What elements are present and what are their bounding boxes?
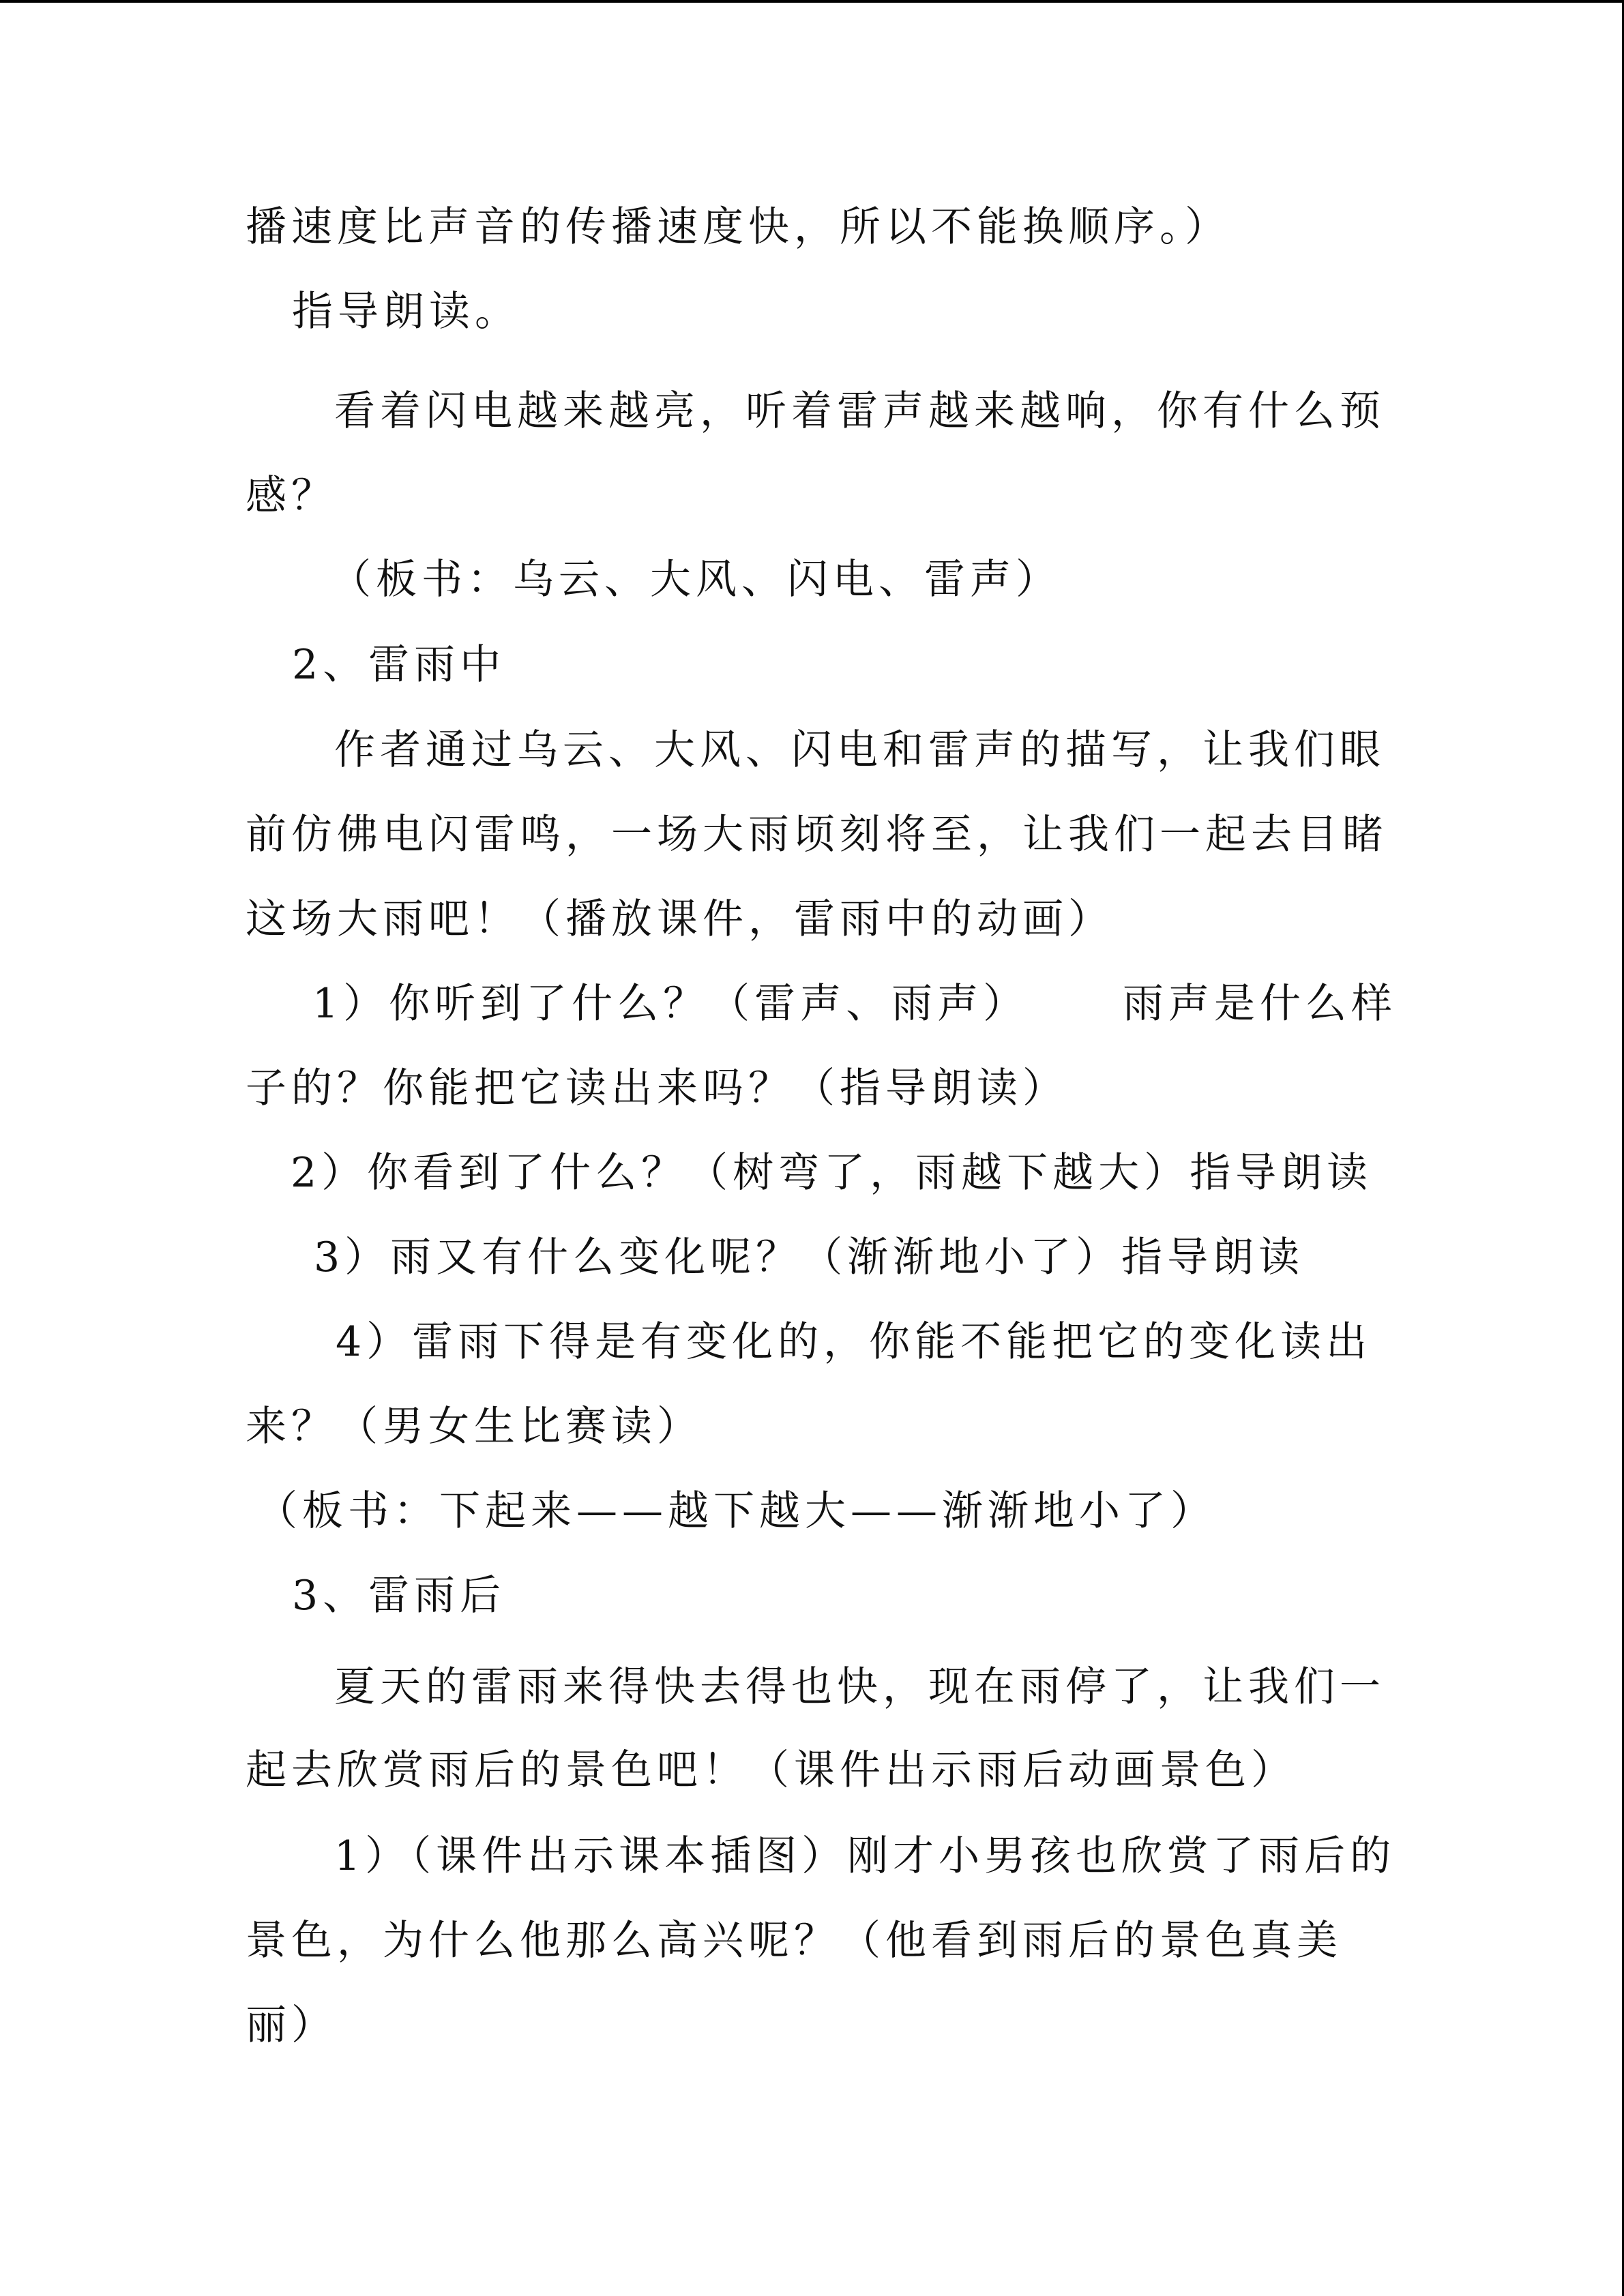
- text-line-7: 作者通过乌云、大风、闪电和雷声的描写，让我们眼: [334, 726, 1385, 774]
- text-line-3: 看着闪电越来越亮，听着雷声越来越响，你有什么预: [334, 387, 1385, 435]
- section-heading-3: 3、雷雨后: [292, 1572, 506, 1620]
- text-line-1: 播速度比声音的传播速度快，所以不能换顺序。）: [246, 203, 1230, 251]
- text-line-4: 感？: [246, 472, 337, 520]
- text-line-21: 景色，为什么他那么高兴呢？（他看到雨后的景色真美: [246, 1917, 1342, 1965]
- text-line-14: 4）雷雨下得是有变化的，你能不能把它的变化读出: [336, 1318, 1372, 1366]
- text-line-9: 这场大雨吧！（播放课件，雷雨中的动画）: [246, 895, 1114, 943]
- text-line-2: 指导朗读。: [292, 288, 520, 336]
- text-line-18: 夏天的雷雨来得快去得也快，现在雨停了，让我们一: [334, 1663, 1385, 1711]
- text-line-16: （板书：下起来——越下越大——渐渐地小了）: [256, 1487, 1216, 1535]
- text-line-11: 子的？你能把它读出来吗？（指导朗读）: [246, 1064, 1068, 1112]
- text-line-10: 1）你听到了什么？（雷声、雨声）: [312, 980, 1029, 1028]
- text-line-15: 来？（男女生比赛读）: [246, 1403, 703, 1450]
- text-line-19: 起去欣赏雨后的景色吧！（课件出示雨后动画景色）: [246, 1746, 1297, 1794]
- text-line-12: 2）你看到了什么？（树弯了，雨越下越大）指导朗读: [291, 1149, 1373, 1197]
- text-line-20: 1）（课件出示课本插图）刚才小男孩也欣赏了雨后的: [334, 1832, 1396, 1880]
- text-line-8: 前仿佛电闪雷鸣，一场大雨顷刻将至，让我们一起去目睹: [246, 811, 1388, 859]
- top-border-rule: [0, 0, 1624, 3]
- text-line-13: 3）雨又有什么变化呢？（渐渐地小了）指导朗读: [314, 1234, 1305, 1281]
- text-line-22: 丽）: [246, 2001, 337, 2049]
- section-heading-2: 2、雷雨中: [292, 641, 506, 689]
- text-line-10b: 雨声是什么样: [1123, 980, 1397, 1028]
- text-line-5: （板书：乌云、大风、闪电、雷声）: [330, 556, 1061, 603]
